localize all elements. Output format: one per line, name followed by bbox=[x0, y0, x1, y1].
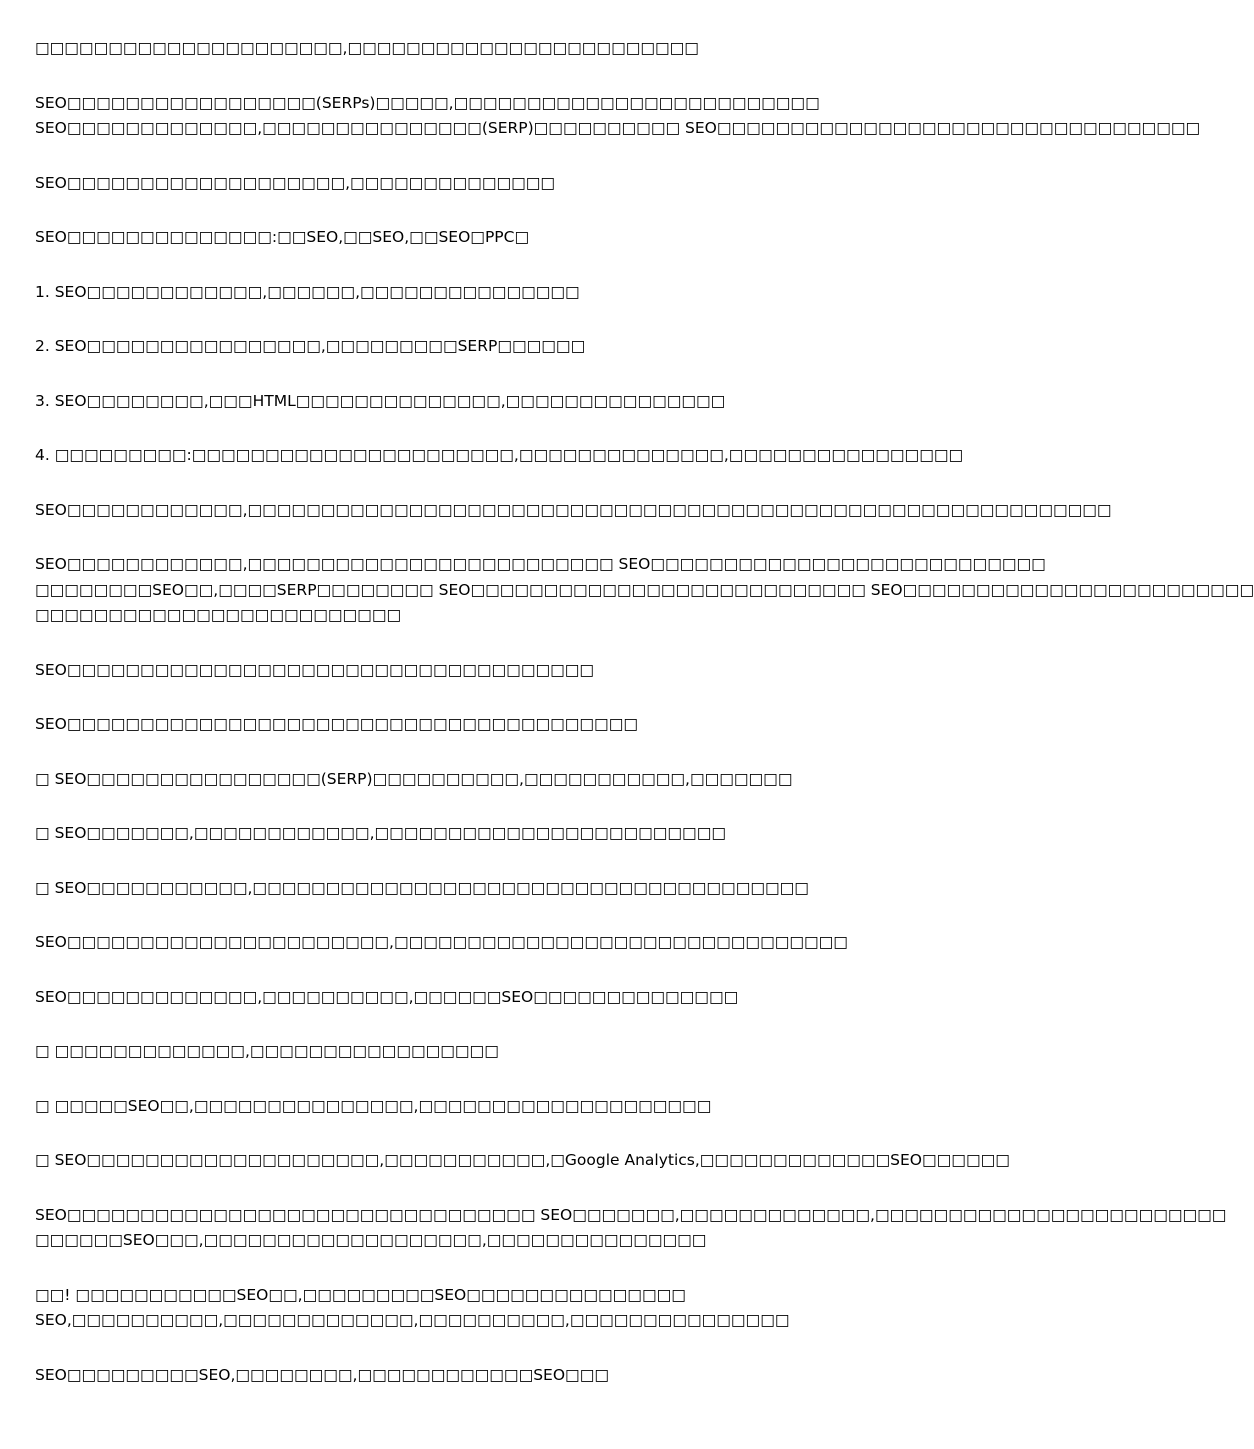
text-line: SEO□□□□□□□□□□□□□,□□□□□□□□□□□□□□□(SERP)□□□□□□□□□□ SEO□□□□□□□□□□□□□□□□□□□□□□□□□□□□□□□□□ bbox=[35, 119, 1201, 137]
text-line: SEO□□□□□□□□□□□□□,□□□□□□□□□□,□□□□□□SEO□□□□□□□□□□□□□□ bbox=[35, 987, 739, 1006]
text-line: □□□□□□□□□□□□□□□□□□□□□,□□□□□□□□□□□□□□□□□□□□□□□□ bbox=[35, 39, 699, 57]
text-line: □ SEO□□□□□□□□□□□,□□□□□□□□□□□□□□□□□□□□□□□□□□□□□□□□□□□□□□ bbox=[35, 878, 809, 897]
paragraph bbox=[35, 171, 985, 197]
paragraph bbox=[35, 1203, 1227, 1254]
paragraph bbox=[35, 498, 1112, 524]
paragraph bbox=[35, 712, 985, 738]
text-line: SEO□□□□□□□□□□□□□□□□□(SERPs)□□□□□,□□□□□□□□□□□□□□□□□□□□□□□□□ bbox=[35, 93, 820, 112]
text-line: □ □□□□□□□□□□□□□,□□□□□□□□□□□□□□□□□ bbox=[35, 1042, 499, 1060]
paragraph bbox=[35, 821, 985, 847]
text-line: SEO,□□□□□□□□□□,□□□□□□□□□□□□□,□□□□□□□□□□,□□□□□□□□□□□□□□□ bbox=[35, 1311, 790, 1329]
text-line: SEO□□□□□□□□□□□□□□□□□□□□□□□□□□□□□□□□□□□□ bbox=[35, 660, 595, 679]
text-line: □ SEO□□□□□□□□□□□□□□□□□□□□,□□□□□□□□□□□,□Google Analytics,□□□□□□□□□□□□□SEO□□□□□□ bbox=[35, 1151, 1010, 1169]
paragraph bbox=[35, 443, 985, 469]
text-line: □ SEO□□□□□□□□□□□□□□□□(SERP)□□□□□□□□□□,□□□□□□□□□□□,□□□□□□□ bbox=[35, 769, 793, 788]
text-line: SEO□□□□□□□□□□□□□□□□□□□□□□□□□□□□□□□□ SEO□□□□□□□,□□□□□□□□□□□□□,□□□□□□□□□□□□□□□□□□□□□□□□ bbox=[35, 1205, 1227, 1224]
paragraph bbox=[35, 389, 985, 415]
paragraph bbox=[35, 1094, 985, 1120]
text-line: SEO□□□□□□□□□□□□,□□□□□□□□□□□□□□□□□□□□□□□□□□□□□□□□□□□□□□□□□□□□□□□□□□□□□□□□□□□ bbox=[35, 500, 1112, 519]
text-line: 4. □□□□□□□□□:□□□□□□□□□□□□□□□□□□□□□□,□□□□□□□□□□□□□□,□□□□□□□□□□□□□□□□ bbox=[35, 446, 964, 464]
text-line: SEO□□□□□□□□□□□□□□□□□□□□□□□□□□□□□□□□□□□□□□□ bbox=[35, 715, 638, 733]
text-line: 3. SEO□□□□□□□□,□□□HTML□□□□□□□□□□□□□□,□□□□□□□□□□□□□□□ bbox=[35, 391, 726, 410]
text-line: SEO□□□□□□□□□□□□,□□□□□□□□□□□□□□□□□□□□□□□□□ SEO□□□□□□□□□□□□□□□□□□□□□□□□□□□ bbox=[35, 555, 1046, 573]
text-line: SEO□□□□□□□□□□□□□□:□□SEO,□□SEO,□□SEO□PPC□ bbox=[35, 228, 530, 246]
text-line: SEO□□□□□□□□□□□□□□□□□□□,□□□□□□□□□□□□□□ bbox=[35, 173, 556, 192]
paragraph bbox=[35, 91, 1201, 142]
text-line: 1. SEO□□□□□□□□□□□□,□□□□□□,□□□□□□□□□□□□□□□ bbox=[35, 282, 580, 301]
paragraph bbox=[35, 36, 985, 62]
paragraph bbox=[35, 658, 985, 684]
paragraph bbox=[35, 225, 985, 251]
text-line: □ □□□□□SEO□□,□□□□□□□□□□□□□□□,□□□□□□□□□□□□□□□□□□□□ bbox=[35, 1096, 712, 1115]
paragraph bbox=[35, 280, 985, 306]
text-line: □□□□□□□□□□□□□□□□□□□□□□□□□ bbox=[35, 606, 402, 624]
paragraph bbox=[35, 767, 985, 793]
document-page bbox=[35, 36, 1254, 1417]
text-line: 2. SEO□□□□□□□□□□□□□□□□,□□□□□□□□□SERP□□□□□□ bbox=[35, 337, 586, 355]
paragraph bbox=[35, 1363, 985, 1389]
paragraph bbox=[35, 985, 985, 1011]
text-line: □□□□□□□□SEO□□,□□□□SERP□□□□□□□□ SEO□□□□□□□□□□□□□□□□□□□□□□□□□□□ SEO□□□□□□□□□□□□□□□□□□□□□□□□ bbox=[35, 580, 1254, 599]
paragraph bbox=[35, 876, 985, 902]
paragraph bbox=[35, 1283, 985, 1334]
text-line: SEO□□□□□□□□□□□□□□□□□□□□□□,□□□□□□□□□□□□□□□□□□□□□□□□□□□□□□□ bbox=[35, 933, 848, 951]
text-line: □□□□□□SEO□□□,□□□□□□□□□□□□□□□□□□□,□□□□□□□□□□□□□□□ bbox=[35, 1231, 707, 1249]
text-line: □ SEO□□□□□□□,□□□□□□□□□□□□,□□□□□□□□□□□□□□□□□□□□□□□□ bbox=[35, 824, 726, 842]
text-line: SEO□□□□□□□□□SEO,□□□□□□□□,□□□□□□□□□□□□SEO□□□ bbox=[35, 1365, 609, 1384]
paragraph bbox=[35, 552, 1254, 629]
text-line: □□! □□□□□□□□□□□SEO□□,□□□□□□□□□SEO□□□□□□□□□□□□□□□ bbox=[35, 1285, 686, 1304]
paragraph bbox=[35, 334, 985, 360]
paragraph bbox=[35, 1148, 1010, 1174]
paragraph bbox=[35, 1039, 985, 1065]
paragraph bbox=[35, 930, 985, 956]
